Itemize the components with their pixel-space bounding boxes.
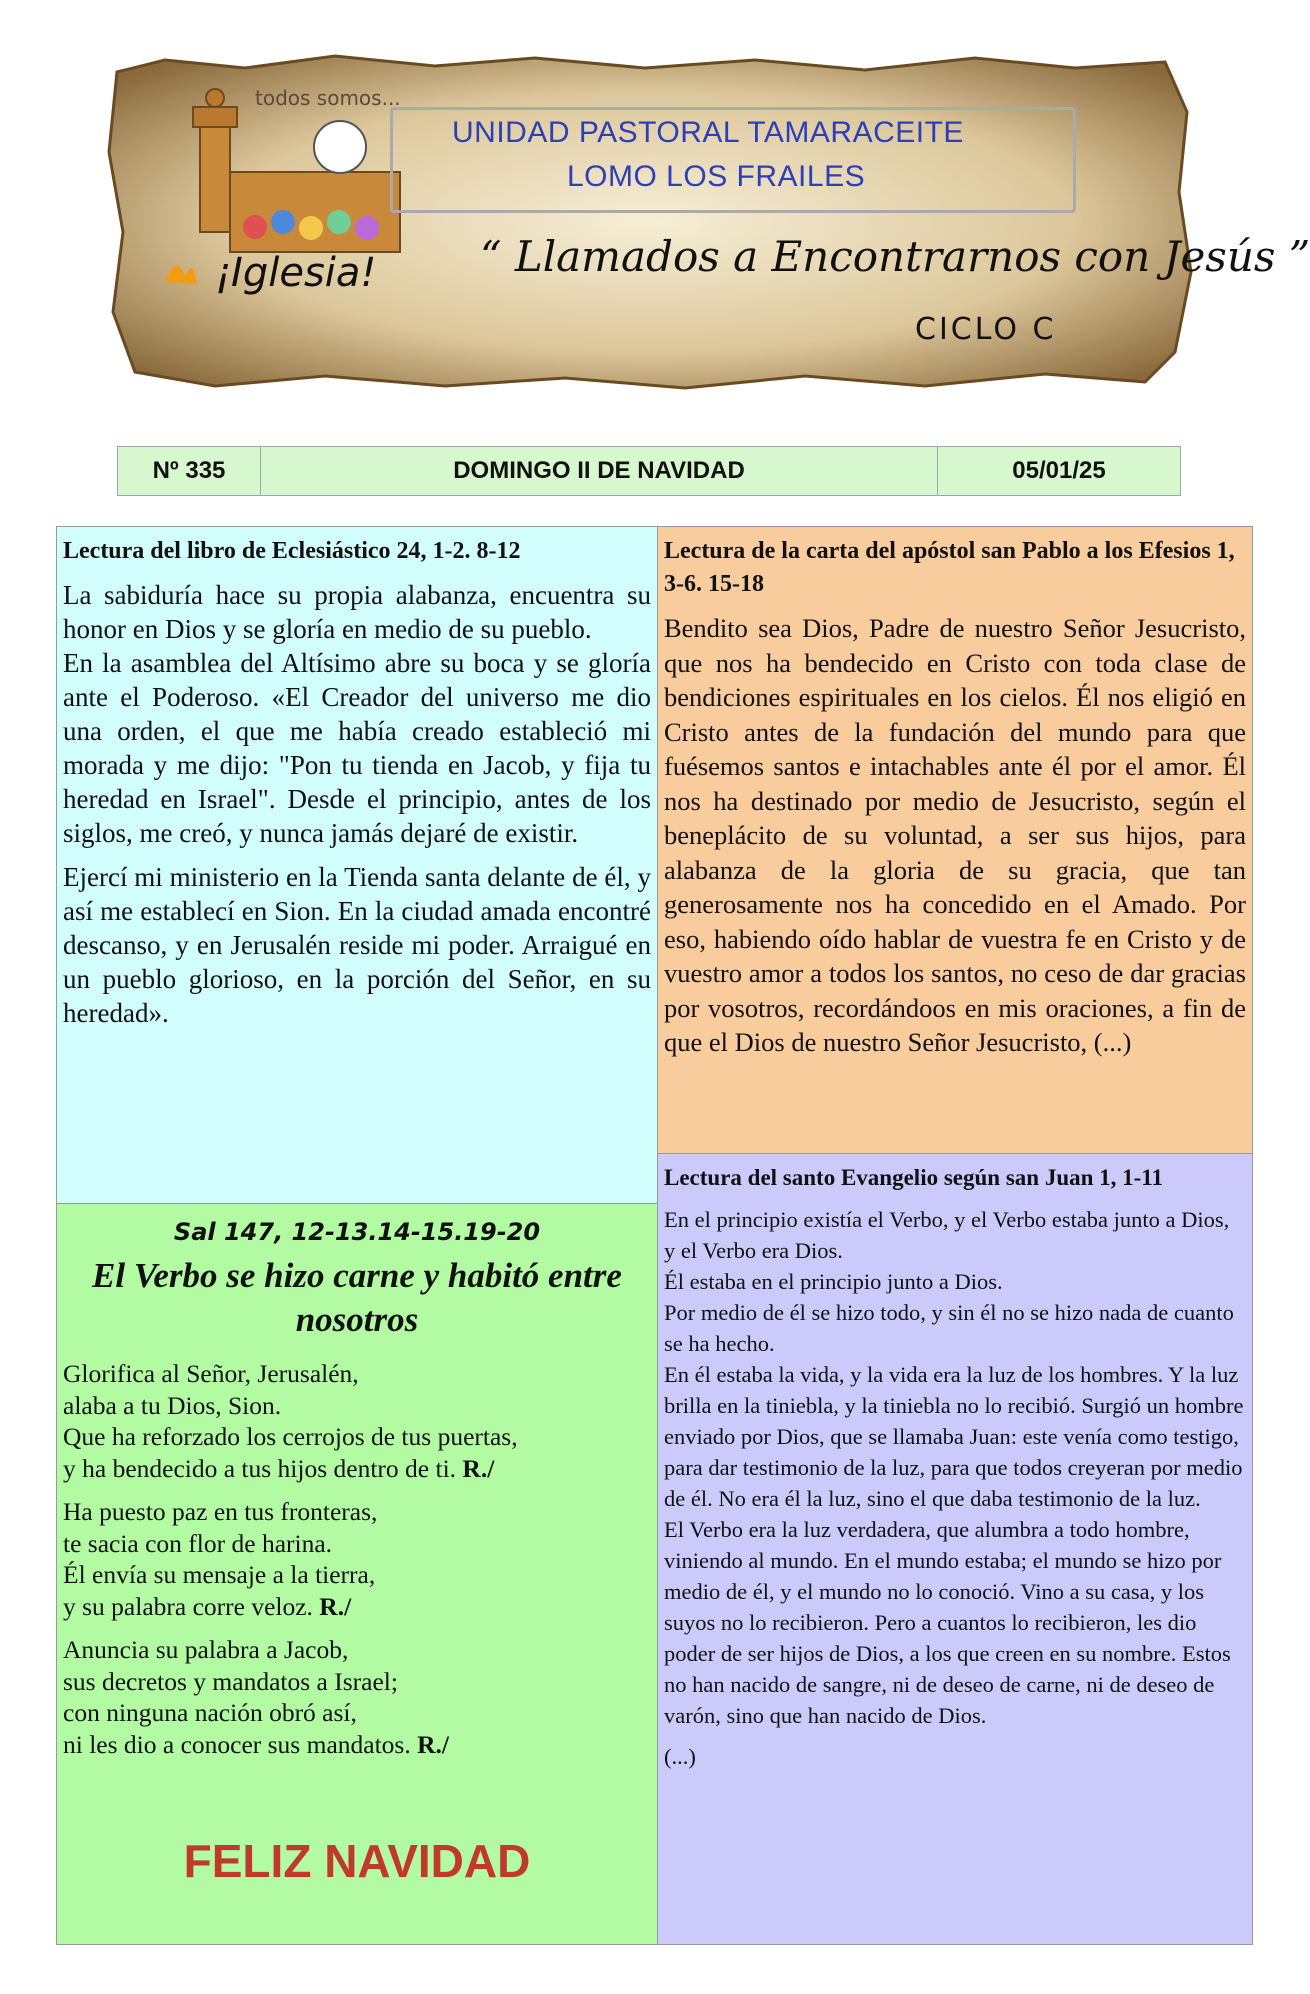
psalm-line: con ninguna nación obró así, (63, 1698, 357, 1727)
psalm-line: Anuncia su palabra a Jacob, (63, 1635, 349, 1664)
gospel-text (664, 1204, 1246, 1731)
gospel-line: Por medio de él se hizo todo, y sin él no se hizo nada de cuanto se ha hecho. (664, 1300, 1234, 1356)
psalm-line (63, 1453, 651, 1485)
psalm-line: sus decretos y mandatos a Israel; (63, 1666, 398, 1696)
psalm-stanza (63, 1496, 651, 1622)
second-reading-text: Bendito sea Dios, Padre de nuestro Señor Jesucristo, que nos ha bendecido en Cristo con toda clase de bendiciones espirituales en los cielos. Él nos eligió en Cristo antes de la fundación del mundo para que fuésemos santos e intachables ante él por el amor. Él nos ha destinado por medio de Jesucristo, según el beneplácito de su voluntad, a ser sus hijos, para alabanza de la gloria de su gracia, que tan generosamente nos ha concedido en el Amado. Por eso, habiendo oído hablar de vuestra fe en Cristo y de vuestro amor a todos los santos, no ceso de dar gracias por vosotros, recordándoos en mis oraciones, a fin de que el Dios de nuestro Señor Jesucristo, (...) (664, 613, 1246, 1057)
second-reading (657, 526, 1253, 1154)
gospel-heading: Lectura del santo Evangelio según san Juan 1, 1-11 (664, 1165, 1164, 1190)
parish-banner (105, 52, 1310, 392)
psalm-line: Él envía su mensaje a la tierra, (63, 1560, 376, 1589)
psalm-line-text: y ha bendecido a tus hijos dentro de ti. (63, 1453, 457, 1483)
psalm-line: Que ha reforzado los cerrojos de tus puertas, (63, 1422, 518, 1451)
issue-number: Nº 335 (118, 447, 261, 495)
psalm-line: Ha puesto paz en tus fronteras, (63, 1497, 378, 1526)
psalm-line: Glorifica al Señor, Jerusalén, (63, 1359, 359, 1388)
sunday-title: DOMINGO II DE NAVIDAD (261, 447, 938, 495)
gospel-reading (657, 1153, 1253, 1945)
second-reading-heading: Lectura de la carta del apóstol san Pablo a los Efesios 1, 3-6. 15-18 (664, 538, 1235, 597)
gospel-line: Él estaba en el principio junto a Dios. (664, 1269, 1003, 1294)
psalm-reference: Sal 147, 12-13.14-15.19-20 (173, 1218, 541, 1246)
psalm-line: alaba a tu Dios, Sion. (63, 1390, 282, 1420)
parish-name-line2: LOMO LOS FRAILES (567, 160, 866, 193)
psalm-stanza (63, 1634, 651, 1760)
psalm-line-text: y su palabra corre veloz. (63, 1591, 313, 1621)
christmas-greeting: FELIZ NAVIDAD (183, 1835, 531, 1887)
psalm-response-marker: R./ (319, 1591, 352, 1621)
banner-motto: “ Llamados a Encontrarnos con Jesús ” (480, 232, 1310, 281)
issue-header (117, 446, 1181, 496)
psalm-line-text: ni les dio a conocer sus mandatos. (63, 1729, 411, 1759)
psalm-line (63, 1729, 651, 1761)
first-reading-paragraph: En la asamblea del Altísimo abre su boca y se gloría ante el Poderoso. «El Creador del universo me dio una orden, el que me había creado estableció mi morada y me dijo: "Pon tu tienda en Jacob, y fija tu heredad en Israel". Desde el principio, antes de los siglos, me creó, y nunca jamás dejaré de existir. (63, 648, 651, 848)
first-reading-paragraph: Ejercí mi ministerio en la Tienda santa delante de él, y así me establecí en Sion. En la ciudad amada encontré descanso, y en Jerusalén reside mi poder. Arraigué en un pueblo glorioso, en la porción del Señor, en su heredad». (63, 862, 651, 1028)
psalm-line (63, 1591, 651, 1623)
psalm-antiphon: El Verbo se hizo carne y habitó entre nosotros (92, 1256, 622, 1339)
gospel-line: En él estaba la vida, y la vida era la luz de los hombres. Y la luz brilla en la tiniebla, y la tiniebla no lo recibió. Surgió un hombre enviado por Dios, que se llamaba Juan: este venía como testigo, para dar testimonio de la luz, para que todos creyeran por medio de él. No era él la luz, sino el que daba testimonio de la luz. (664, 1362, 1244, 1511)
parish-name-line1: UNIDAD PASTORAL TAMARACEITE (452, 116, 964, 149)
issue-date: 05/01/25 (1012, 457, 1106, 484)
psalm-response-marker: R./ (462, 1453, 495, 1483)
psalm-response-marker: R./ (417, 1729, 449, 1759)
banner-iglesia-text: ¡Iglesia! (215, 250, 377, 296)
first-reading-paragraph: La sabiduría hace su propia alabanza, encuentra su honor en Dios y se gloría en medio de su pueblo. (63, 580, 651, 644)
gospel-line: El Verbo era la luz verdadera, que alumbra a todo hombre, viniendo al mundo. En el mundo estaba; el mundo se hizo por medio de él, y el mundo no lo conoció. Vino a su casa, y los suyos no lo recibieron. Pero a cuantos lo recibieron, les dio poder de ser hijos de Dios, a los que creen en su nombre. Estos no han nacido de sangre, ni de deseo de carne, ni de deseo de varón, sino que han nacido de Dios. (664, 1517, 1231, 1728)
psalm-stanza (63, 1358, 651, 1484)
first-reading-heading: Lectura del libro de Eclesiástico 24, 1-2. 8-12 (63, 538, 521, 564)
first-reading (56, 526, 658, 1204)
liturgical-cycle: CICLO C (915, 312, 1057, 347)
banner-tagline: todos somos... (255, 86, 401, 110)
psalm-line: te sacia con flor de harina. (63, 1528, 333, 1558)
gospel-ellipsis: (...) (664, 1744, 696, 1769)
responsorial-psalm (56, 1203, 658, 1945)
gospel-line: En el principio existía el Verbo, y el Verbo estaba junto a Dios, y el Verbo era Dios. (664, 1207, 1230, 1263)
